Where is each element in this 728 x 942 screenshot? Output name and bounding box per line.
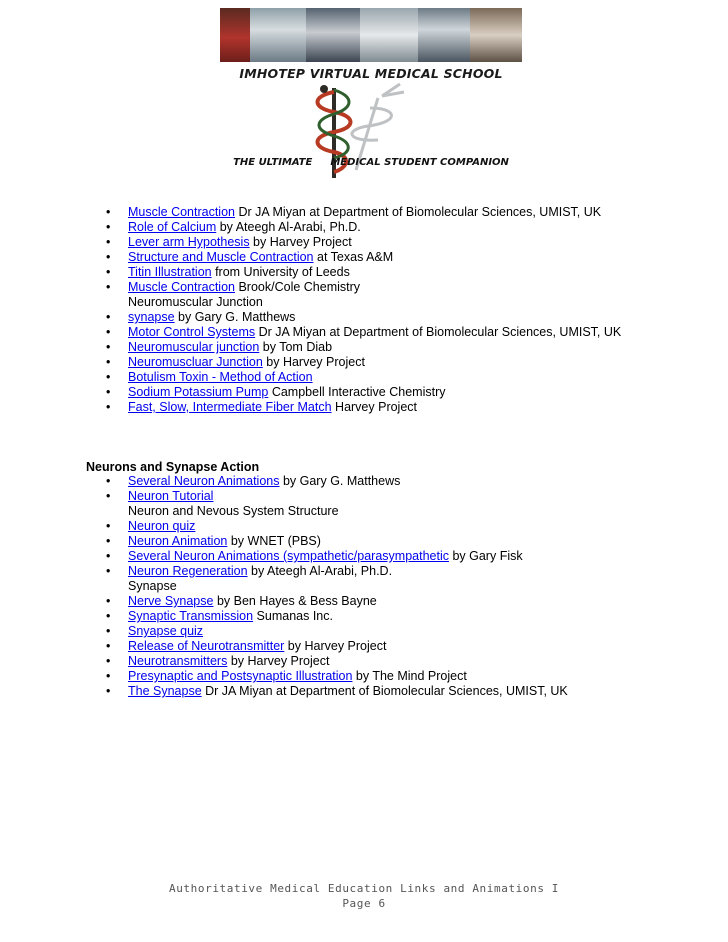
list-item [0,205,728,220]
list-item [0,310,728,325]
tagline [220,157,522,168]
neuron-link-list [0,474,728,699]
bullet: • [106,280,111,294]
examination-photo [360,8,418,62]
tagline-left: THE ULTIMATE [233,157,313,168]
bullet: • [106,400,111,414]
clinic-photo [306,8,360,62]
link[interactable]: The Synapse [128,684,202,698]
doctor-photo [250,8,306,62]
list-item [0,564,728,579]
patient-photo [418,8,470,62]
list-item [0,534,728,549]
physician-photo [470,8,522,62]
subheading-synapse: Synapse [128,579,177,593]
serpent-head [320,85,328,93]
link-source: by Harvey Project [284,639,387,653]
list-item [0,684,728,699]
bullet: • [106,489,111,503]
bullet: • [106,534,111,548]
link[interactable]: Sodium Potassium Pump [128,385,269,399]
link[interactable]: Titin Illustration [128,265,212,279]
list-item [0,654,728,669]
link[interactable]: Muscle Contraction [128,205,235,219]
list-item [0,250,728,265]
link-source: by Gary G. Matthews [279,474,401,488]
link-source: Sumanas Inc. [253,609,333,623]
link-source: by Ben Hayes & Bess Bayne [213,594,377,608]
link-source: by Harvey Project [227,654,330,668]
link-source: by WNET (PBS) [227,534,321,548]
caduceus-logo [308,78,418,186]
link[interactable]: Synaptic Transmission [128,609,254,623]
link-source: by Gary Fisk [448,549,523,563]
link[interactable]: Muscle Contraction [128,280,235,294]
link-source: from University of Leeds [211,265,350,279]
link-source: Brook/Cole Chemistry [235,280,361,294]
bullet: • [106,594,111,608]
bullet: • [106,549,111,563]
link-source: Dr JA Miyan at Department of Biomolecular Sciences, UMIST, UK [201,684,568,698]
link[interactable]: Nerve Synapse [128,594,214,608]
header-banner [220,8,522,189]
list-item [0,594,728,609]
link[interactable]: Neuromuscular junction [128,340,260,354]
link[interactable]: Botulism Toxin - Method of Action [128,370,313,384]
bullet: • [106,235,111,249]
link[interactable]: Neuromuscluar Junction [128,355,263,369]
link-source: Campbell Interactive Chemistry [268,385,446,399]
link[interactable]: synapse [128,310,175,324]
list-item [0,235,728,250]
link[interactable]: Neuron quiz [128,519,196,533]
bullet: • [106,355,111,369]
subheading-neuromuscular: Neuromuscular Junction [128,295,263,309]
link-source: Dr JA Miyan at Department of Biomolecular Sciences, UMIST, UK [235,205,602,219]
bullet: • [106,474,111,488]
link[interactable]: Release of Neurotransmitter [128,639,285,653]
list-item [0,340,728,355]
list-item [0,669,728,684]
list-item [0,400,728,415]
link-source: by Harvey Project [262,355,365,369]
link[interactable]: Neuron Regeneration [128,564,248,578]
statue-photo [220,8,250,62]
bullet: • [106,325,111,339]
list-item [0,549,728,564]
bullet: • [106,220,111,234]
list-item [0,519,728,534]
link-source: by Ateegh Al-Arabi, Ph.D. [247,564,393,578]
link-source: Harvey Project [331,400,418,414]
link[interactable]: Motor Control Systems [128,325,256,339]
list-item [0,385,728,400]
link-source: Dr JA Miyan at Department of Biomolecular Sciences, UMIST, UK [255,325,622,339]
bullet: • [106,624,111,638]
bullet: • [106,564,111,578]
list-item [0,609,728,624]
list-item [0,624,728,639]
link-source: by The Mind Project [352,669,467,683]
photo-strip [220,8,522,62]
page-footer [0,881,728,911]
bullet: • [106,340,111,354]
list-item [0,325,728,340]
bullet: • [106,385,111,399]
list-item [0,639,728,654]
link[interactable]: Several Neuron Animations [128,474,280,488]
bullet: • [106,205,111,219]
list-item [0,265,728,280]
bullet: • [106,639,111,653]
list-item [0,220,728,235]
list-item [0,370,728,385]
link[interactable]: Structure and Muscle Contraction [128,250,314,264]
link[interactable]: Presynaptic and Postsynaptic Illustration [128,669,353,683]
link-source: at Texas A&M [313,250,394,264]
link[interactable]: Role of Calcium [128,220,217,234]
bullet: • [106,250,111,264]
list-item [0,280,728,295]
bullet: • [106,310,111,324]
bullet: • [106,609,111,623]
link[interactable]: Lever arm Hypothesis [128,235,250,249]
link[interactable]: Snyapse quiz [128,624,204,638]
list-item [0,355,728,370]
list-item [0,474,728,489]
page-number: Page 6 [342,897,386,910]
subheading-neuron-structure: Neuron and Nevous System Structure [128,504,339,518]
muscle-link-list [0,205,728,415]
bullet: • [106,519,111,533]
list-item [0,489,728,504]
section-title: Neurons and Synapse Action [86,460,260,474]
bullet: • [106,265,111,279]
link[interactable]: Neuron Tutorial [128,489,214,503]
bullet: • [106,684,111,698]
link-source: by Tom Diab [259,340,333,354]
link[interactable]: Neuron Animation [128,534,228,548]
link-source: by Gary G. Matthews [174,310,296,324]
link[interactable]: Several Neuron Animations (sympathetic/parasympathetic [128,549,449,563]
link-source: by Harvey Project [249,235,352,249]
tagline-right: MEDICAL STUDENT COMPANION [330,157,509,168]
bullet: • [106,669,111,683]
link[interactable]: Fast, Slow, Intermediate Fiber Match [128,400,332,414]
bullet: • [106,654,111,668]
school-name: IMHOTEP VIRTUAL MEDICAL SCHOOL [239,66,503,81]
link-source: by Ateegh Al-Arabi, Ph.D. [216,220,361,234]
link[interactable]: Neurotransmitters [128,654,228,668]
bullet: • [106,370,111,384]
footer-title: Authoritative Medical Education Links and Animations I [168,882,560,895]
